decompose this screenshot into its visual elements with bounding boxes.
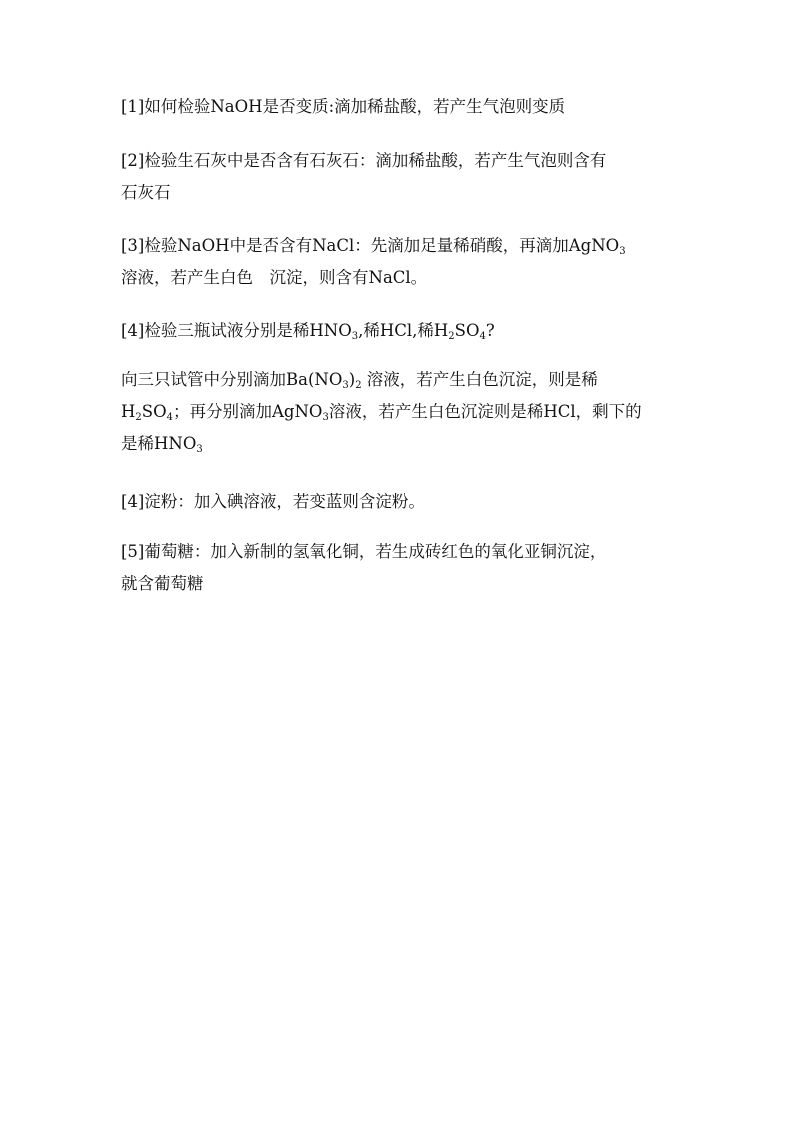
text: ,稀HCl,稀H (358, 321, 449, 340)
text: [5]葡萄糖：加入新制的氢氧化铜，若生成砖红色的氧化亚铜沉淀， (121, 542, 607, 561)
subscript: 4 (479, 331, 486, 342)
item-three-acids-answer (121, 364, 681, 460)
text: 溶液，若产生白色沉淀，则是稀 (361, 370, 598, 389)
text: ) (348, 370, 356, 389)
text: [4]淀粉：加入碘溶液，若变蓝则含淀粉。 (121, 492, 425, 511)
item-glucose-test (121, 536, 681, 600)
text: SO (454, 321, 480, 340)
text: 石灰石 (121, 183, 171, 202)
text: 溶液，若产生白色沉淀则是稀HCl，剩下的 (328, 402, 642, 421)
text: SO (141, 402, 167, 421)
item-quicklime-test (121, 145, 681, 209)
item-three-acids-question (121, 315, 681, 347)
item-starch-test (121, 486, 681, 518)
subscript: 3 (322, 412, 329, 423)
text: ；再分别滴加AgNO (172, 402, 323, 421)
text: 是稀HNO (121, 434, 197, 453)
text: ? (485, 321, 495, 340)
text: [3]检验NaOH中是否含有NaCl：先滴加足量稀硝酸，再滴加AgNO (121, 236, 620, 255)
subscript: 3 (351, 331, 359, 342)
item-naoh-deterioration (121, 91, 681, 123)
text: [4]检验三瓶试液分别是稀HNO (121, 321, 352, 340)
subscript: 3 (619, 246, 626, 257)
subscript: 2 (355, 380, 362, 391)
subscript: 2 (135, 412, 142, 423)
text: H (121, 402, 136, 421)
text: [2]检验生石灰中是否含有石灰石：滴加稀盐酸，若产生气泡则含有 (121, 151, 607, 170)
text: 溶液，若产生白色 沉淀，则含有NaCl。 (121, 268, 428, 287)
text: 就含葡萄糖 (121, 574, 204, 593)
text: [1]如何检验NaOH是否变质:滴加稀盐酸，若产生气泡则变质 (121, 97, 566, 116)
subscript: 4 (166, 412, 173, 423)
subscript: 3 (196, 444, 203, 455)
item-nacl-test (121, 230, 681, 294)
subscript: 2 (448, 331, 455, 342)
subscript: 3 (342, 380, 349, 391)
text: 向三只试管中分别滴加Ba(NO (121, 370, 343, 389)
